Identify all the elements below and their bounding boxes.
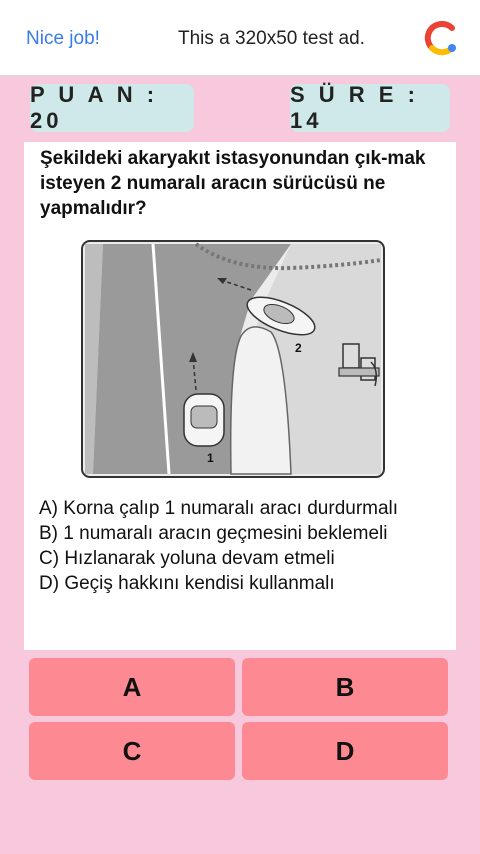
answer-c-button[interactable]: C	[29, 722, 235, 780]
car-2-label: 2	[295, 341, 302, 355]
option-b-text: B) 1 numaralı aracın geçmesini beklemeli	[39, 523, 388, 544]
timer-badge: S Ü R E : 14	[290, 84, 450, 132]
ad-cta-link[interactable]: Nice job!	[26, 28, 100, 49]
car-1-label: 1	[207, 451, 214, 465]
answer-d-button[interactable]: D	[242, 722, 448, 780]
traffic-diagram	[81, 240, 385, 478]
score-badge: P U A N : 20	[30, 84, 194, 132]
ad-banner[interactable]	[0, 0, 480, 76]
car-1-shape	[184, 394, 224, 446]
ad-text: This a 320x50 test ad.	[178, 28, 365, 49]
option-a-text: A) Korna çalıp 1 numaralı aracı durdurmalı	[39, 498, 399, 519]
question-text: Şekildeki akaryakıt istasyonundan çık-mak isteyen 2 numaralı aracın sürücüsü ne yapmalıdır?	[40, 148, 426, 219]
answer-b-button[interactable]: B	[242, 658, 448, 716]
option-c-text: C) Hızlanarak yoluna devam etmeli	[39, 548, 335, 569]
question-card	[24, 142, 456, 650]
answer-a-button[interactable]: A	[29, 658, 235, 716]
options-list	[39, 496, 451, 596]
ad-network-icon[interactable]	[424, 20, 460, 56]
option-d-text: D) Geçiş hakkını kendisi kullanmalı	[39, 573, 335, 594]
